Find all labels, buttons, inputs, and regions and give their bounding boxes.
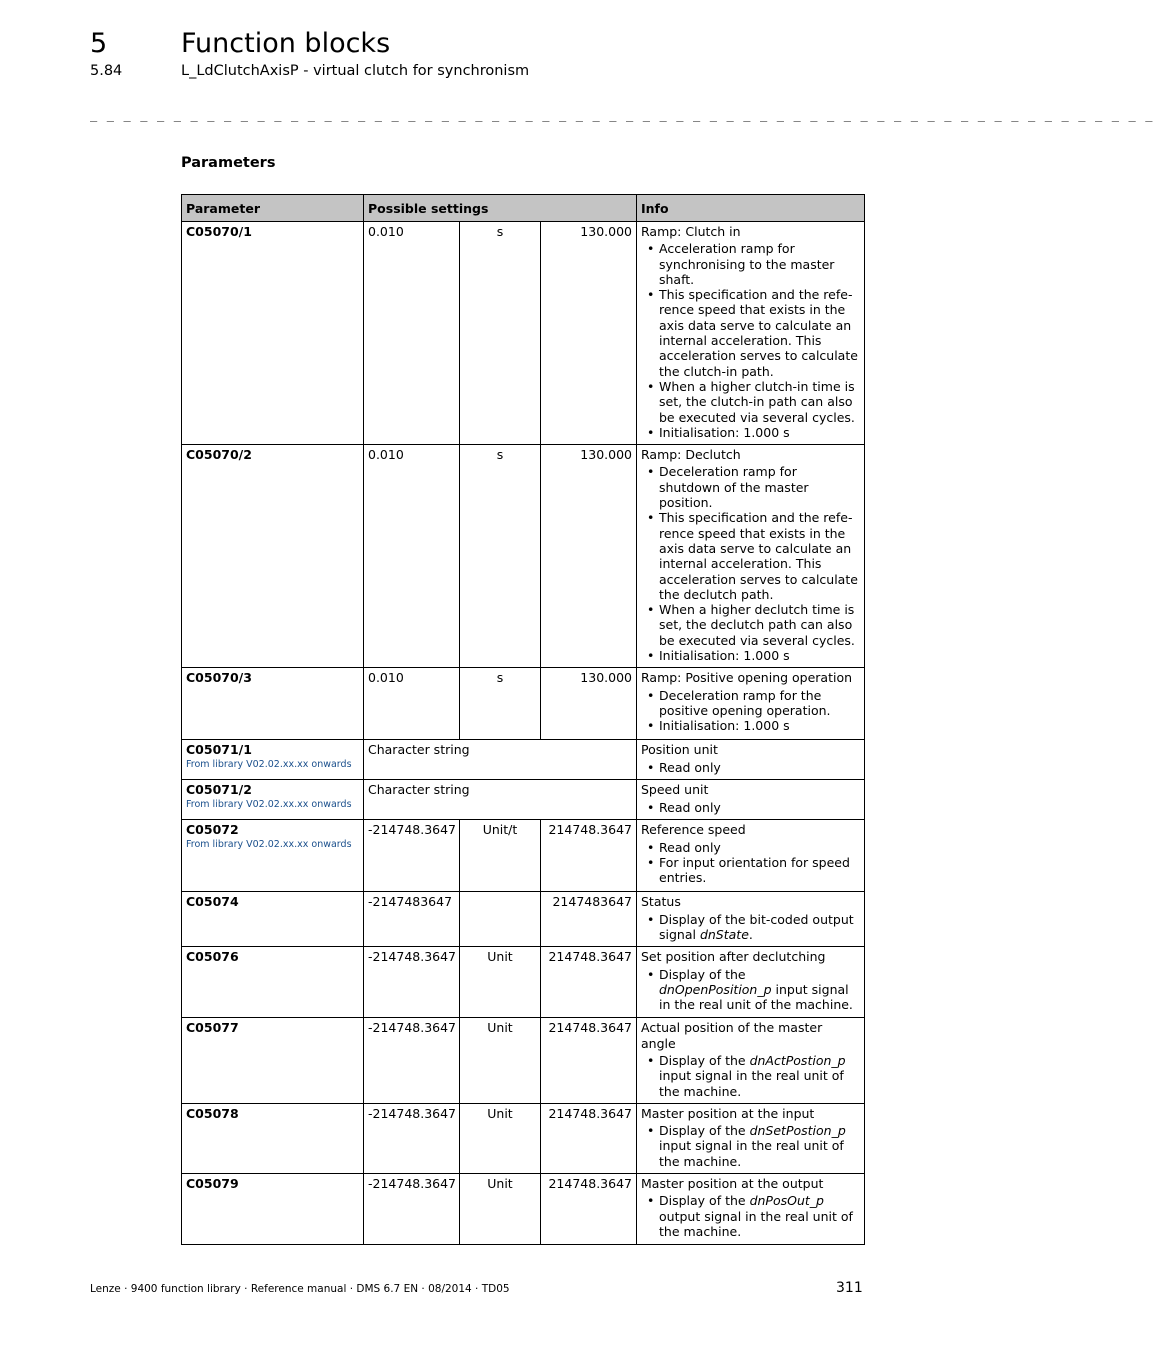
info-cell: [637, 445, 865, 668]
info-bullet: • Initialisation: 1.000 s: [641, 425, 860, 440]
setting-character-string: Character string: [364, 780, 637, 820]
table-row: [182, 820, 865, 892]
info-bullet: • Read only: [641, 760, 860, 775]
info-title: Set position after declutching: [641, 949, 826, 965]
setting-max: 214748.3647: [541, 1103, 637, 1173]
setting-unit: Unit/t: [460, 820, 541, 892]
parameter-code: [182, 947, 364, 1018]
parameter-code: [182, 740, 364, 780]
info-bullet-list: [641, 1053, 860, 1099]
chapter-title: Function blocks: [181, 28, 391, 59]
setting-unit: Unit: [460, 1018, 541, 1103]
setting-min: -214748.3647: [364, 1018, 460, 1103]
signal-name: dnActPostion_p: [749, 1052, 846, 1068]
setting-unit: Unit: [460, 1173, 541, 1244]
table-row: [182, 780, 865, 820]
info-bullet: • Initialisation: 1.000 s: [641, 648, 860, 663]
info-bullet-list: [641, 840, 860, 886]
header-info: Info: [637, 195, 865, 222]
info-title: Ramp: Declutch: [641, 447, 741, 463]
table-row: [182, 947, 865, 1018]
info-cell: [637, 668, 865, 740]
setting-min: 0.010: [364, 668, 460, 740]
info-bullet: • Display of the dnOpenPosition_p input signal in the real unit of the machine.: [641, 967, 860, 1013]
table-row: [182, 892, 865, 947]
info-title: Speed unit: [641, 782, 709, 798]
info-bullet: • When a higher declutch time is set, the declutch path can also be executed via several cycles.: [641, 602, 860, 648]
parameter-code: [182, 820, 364, 892]
parameter-code-text: C05077: [186, 1020, 239, 1036]
table-header-row: [182, 195, 865, 222]
info-bullet: • This specification and the reference speed that exists in the axis data serve to calculate an internal acceleration. This acceleration serves to calculate the declutch path.: [641, 510, 860, 602]
chapter-number: 5: [90, 28, 108, 59]
parameter-code: [182, 445, 364, 668]
setting-max: 130.000: [541, 445, 637, 668]
info-bullet: • When a higher clutch-in time is set, the clutch-in path can also be executed via several cycles.: [641, 379, 860, 425]
info-bullet: • Deceleration ramp for shutdown of the master position.: [641, 464, 860, 510]
parameter-code: [182, 780, 364, 820]
header-possible-settings: Possible settings: [364, 195, 637, 222]
info-bullet-list: [641, 464, 860, 663]
info-bullet: • Initialisation: 1.000 s: [641, 718, 860, 733]
info-title: Ramp: Clutch in: [641, 224, 741, 239]
setting-unit: Unit: [460, 947, 541, 1018]
signal-name: dnState: [699, 926, 749, 942]
setting-min: 0.010: [364, 445, 460, 668]
table-row: [182, 1018, 865, 1103]
setting-min: 0.010: [364, 222, 460, 445]
info-cell: [637, 892, 865, 947]
table-row: [182, 1103, 865, 1173]
page-number: 311: [836, 1280, 863, 1296]
parameter-code: [182, 668, 364, 740]
header-separator: _ _ _ _ _ _ _ _ _ _ _ _ _ _ _ _ _ _ _ _ _ _ _ _ _ _ _ _ _ _ _ _ _ _ _ _ _ _ _ _ _ _ _ _ _ _ _ _ _ _ _ _ _ _ _ _ _ _ _ _ _ _ _ _: [90, 108, 1154, 122]
info-bullet-list: [641, 760, 860, 775]
parameter-code-text: C05070/2: [186, 447, 252, 463]
setting-max: 2147483647: [541, 892, 637, 947]
parameter-code-text: C05071/1: [186, 742, 252, 758]
parameter-code: [182, 892, 364, 947]
setting-unit: s: [460, 222, 541, 445]
info-cell: [637, 222, 865, 445]
info-title: Actual position of the master angle: [641, 1020, 823, 1051]
info-bullet: • Acceleration ramp for synchronising to the master shaft.: [641, 241, 860, 287]
table-row: [182, 222, 865, 445]
setting-min: -214748.3647: [364, 1103, 460, 1173]
info-title: Status: [641, 894, 681, 910]
info-cell: [637, 947, 865, 1018]
setting-min: -214748.3647: [364, 947, 460, 1018]
info-bullet: • Read only: [641, 800, 860, 815]
info-bullet: • Read only: [641, 840, 860, 855]
info-bullet-list: [641, 912, 860, 943]
parameter-code-text: C05070/3: [186, 670, 252, 686]
setting-unit: s: [460, 668, 541, 740]
setting-max: 214748.3647: [541, 820, 637, 892]
info-bullet: • For input orientation for speed entries.: [641, 855, 860, 886]
info-bullet-list: [641, 1123, 860, 1169]
info-bullet: • Display of the bit-coded output signal dnState.: [641, 912, 860, 943]
parameter-code-text: C05070/1: [186, 224, 252, 239]
info-bullet-list: [641, 688, 860, 734]
table-row: [182, 445, 865, 668]
setting-unit: Unit: [460, 1103, 541, 1173]
info-bullet-list: [641, 241, 860, 440]
info-title: Position unit: [641, 742, 718, 758]
setting-max: 214748.3647: [541, 1018, 637, 1103]
info-title: Master position at the input: [641, 1105, 815, 1121]
section-number: 5.84: [90, 63, 123, 79]
parameter-code: [182, 1173, 364, 1244]
parameter-code-text: C05074: [186, 894, 239, 910]
library-version-link[interactable]: From library V02.02.xx.xx onwards: [186, 758, 352, 770]
setting-unit: s: [460, 445, 541, 668]
parameter-code-text: C05079: [186, 1175, 239, 1191]
setting-min: -214748.3647: [364, 820, 460, 892]
info-bullet: • Display of the dnActPostion_p input signal in the real unit of the machine.: [641, 1053, 860, 1099]
setting-max: 214748.3647: [541, 1173, 637, 1244]
table-row: [182, 668, 865, 740]
signal-name: dnSetPostion_p: [749, 1123, 846, 1139]
info-cell: [637, 780, 865, 820]
footer-text: Lenze · 9400 function library · Reference manual · DMS 6.7 EN · 08/2014 · TD05: [90, 1283, 510, 1295]
info-bullet-list: [641, 800, 860, 815]
info-bullet-list: [641, 967, 860, 1013]
parameter-code-text: C05078: [186, 1105, 239, 1121]
parameter-code-text: C05072: [186, 822, 239, 838]
info-title: Ramp: Positive opening operation: [641, 670, 853, 686]
parameter-code-text: C05076: [186, 949, 239, 965]
section-title: L_LdClutchAxisP - virtual clutch for synchronism: [181, 63, 530, 79]
setting-unit: [460, 892, 541, 947]
info-cell: [637, 820, 865, 892]
parameters-table: [181, 194, 865, 1245]
header-parameter: Parameter: [182, 195, 364, 222]
setting-max: 214748.3647: [541, 947, 637, 1018]
parameters-heading: Parameters: [181, 155, 276, 171]
setting-max: 130.000: [541, 222, 637, 445]
signal-name: dnOpenPosition_p: [659, 981, 772, 997]
setting-character-string: Character string: [364, 740, 637, 780]
info-cell: [637, 1103, 865, 1173]
table-row: [182, 1173, 865, 1244]
info-cell: [637, 1173, 865, 1244]
parameter-code-text: C05071/2: [186, 782, 252, 798]
info-bullet: • Deceleration ramp for the positive opening operation.: [641, 688, 860, 719]
info-title: Reference speed: [641, 822, 746, 838]
info-bullet-list: [641, 1193, 860, 1239]
setting-max: 130.000: [541, 668, 637, 740]
signal-name: dnPosOut_p: [749, 1193, 824, 1209]
library-version-link[interactable]: From library V02.02.xx.xx onwards: [186, 838, 352, 850]
info-bullet: • Display of the dnPosOut_p output signal in the real unit of the machine.: [641, 1193, 860, 1239]
table-row: [182, 740, 865, 780]
info-cell: [637, 1018, 865, 1103]
info-title: Master position at the output: [641, 1175, 824, 1191]
info-cell: [637, 740, 865, 780]
parameter-code: [182, 222, 364, 445]
parameter-code: [182, 1018, 364, 1103]
setting-min: -214748.3647: [364, 1173, 460, 1244]
info-bullet: • Display of the dnSetPostion_p input signal in the real unit of the machine.: [641, 1123, 860, 1169]
parameter-code: [182, 1103, 364, 1173]
library-version-link[interactable]: From library V02.02.xx.xx onwards: [186, 798, 352, 810]
info-bullet: • This specification and the reference speed that exists in the axis data serve to calculate an internal acceleration. This acceleration serves to calculate the clutch-in path.: [641, 287, 860, 379]
setting-min: -2147483647: [364, 892, 460, 947]
